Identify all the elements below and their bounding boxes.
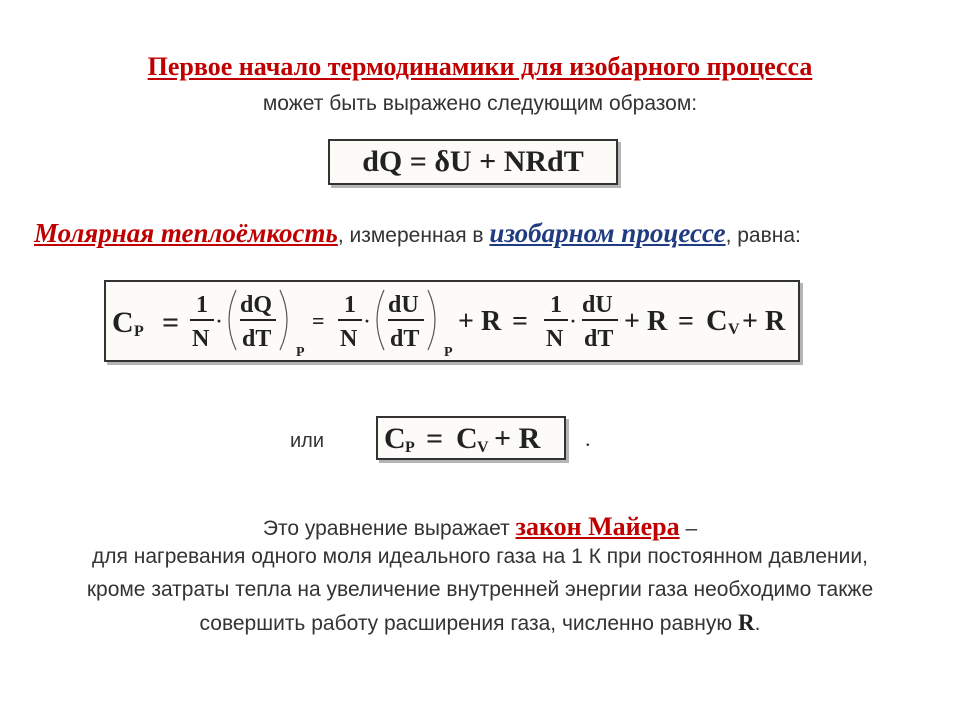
equals-sign: = [678, 306, 694, 337]
fraction-denominator-n: N [192, 326, 210, 352]
mayer-explanation-line-2: кроме затраты тепла на увеличение внутренней энергии газа необходимо также [86, 578, 874, 601]
slide-title: Первое начало термодинамики для изобарного процесса [147, 52, 813, 81]
cv-subscript: V [477, 439, 489, 456]
fraction-denominator-n: N [546, 326, 564, 352]
equals-sign: = [512, 306, 528, 337]
mayer-law-term: закон Майера [515, 512, 680, 541]
fraction-numerator-dq: dQ [240, 292, 273, 318]
heat-capacity-sentence [34, 218, 801, 249]
pressure-subscript: P [296, 345, 305, 360]
fraction-denominator-dt: dT [390, 326, 420, 352]
fraction-numerator-du: dU [388, 292, 419, 318]
equals-sign: = [426, 422, 444, 455]
cv-symbol: C [706, 304, 728, 337]
cp-derivation-formula [106, 282, 798, 360]
fraction-numerator-one: 1 [344, 292, 356, 318]
cv-subscript: V [728, 321, 740, 338]
fraction-denominator-dt: dT [584, 326, 614, 352]
cp-derivation-box [104, 280, 800, 362]
fraction-denominator-n: N [340, 326, 358, 352]
mayer-law-intro [0, 512, 960, 542]
cp-subscript: P [134, 323, 144, 340]
heat-capacity-end-text: , равна: [725, 224, 801, 247]
mayer-equation [378, 418, 564, 458]
fraction-denominator-dt: dT [242, 326, 272, 352]
mayer-explanation-line-3 [0, 610, 960, 636]
dot-operator: · [570, 311, 577, 331]
heat-capacity-mid-text: , измеренная в [337, 224, 490, 247]
dot-operator: · [216, 311, 223, 331]
cp-symbol: C [112, 306, 134, 339]
equals-sign: = [312, 308, 325, 333]
equals-sign: = [162, 306, 180, 339]
fraction-numerator-one: 1 [550, 292, 562, 318]
mayer-equation-box [376, 416, 566, 460]
molar-heat-capacity-term: Молярная теплоёмкость [34, 218, 338, 248]
plus-r-term: + R [458, 306, 502, 337]
plus-r-term: + R [624, 306, 668, 337]
mayer-intro-text: Это уравнение выражает [262, 517, 516, 540]
cv-symbol: C [456, 422, 478, 455]
first-law-equation: dQ = δU + NRdT [362, 145, 584, 178]
mayer-dash: – [679, 517, 698, 540]
cp-subscript: P [405, 439, 415, 456]
plus-r-term: + R [742, 306, 786, 337]
pressure-subscript: P [444, 345, 453, 360]
dot-operator: · [364, 311, 371, 331]
plus-r-term: + R [494, 422, 541, 455]
isobaric-process-term: изобарном процессе [489, 218, 726, 248]
fraction-numerator-one: 1 [196, 292, 208, 318]
fraction-numerator-du: dU [582, 292, 613, 318]
cp-symbol: C [384, 422, 406, 455]
mayer-explanation-line-1: для нагревания одного моля идеального газа на 1 К при постоянном давлении, [92, 545, 868, 568]
slide-subtitle: может быть выражено следующим образом: [262, 92, 698, 115]
gas-constant-r: R [737, 610, 755, 635]
mayer-line-3-end: . [754, 612, 761, 635]
first-law-equation-box [328, 139, 618, 185]
or-label: или [290, 430, 325, 452]
trailing-period: . [585, 426, 591, 451]
mayer-line-3-text: совершить работу расширения газа, численно равную [199, 612, 738, 635]
